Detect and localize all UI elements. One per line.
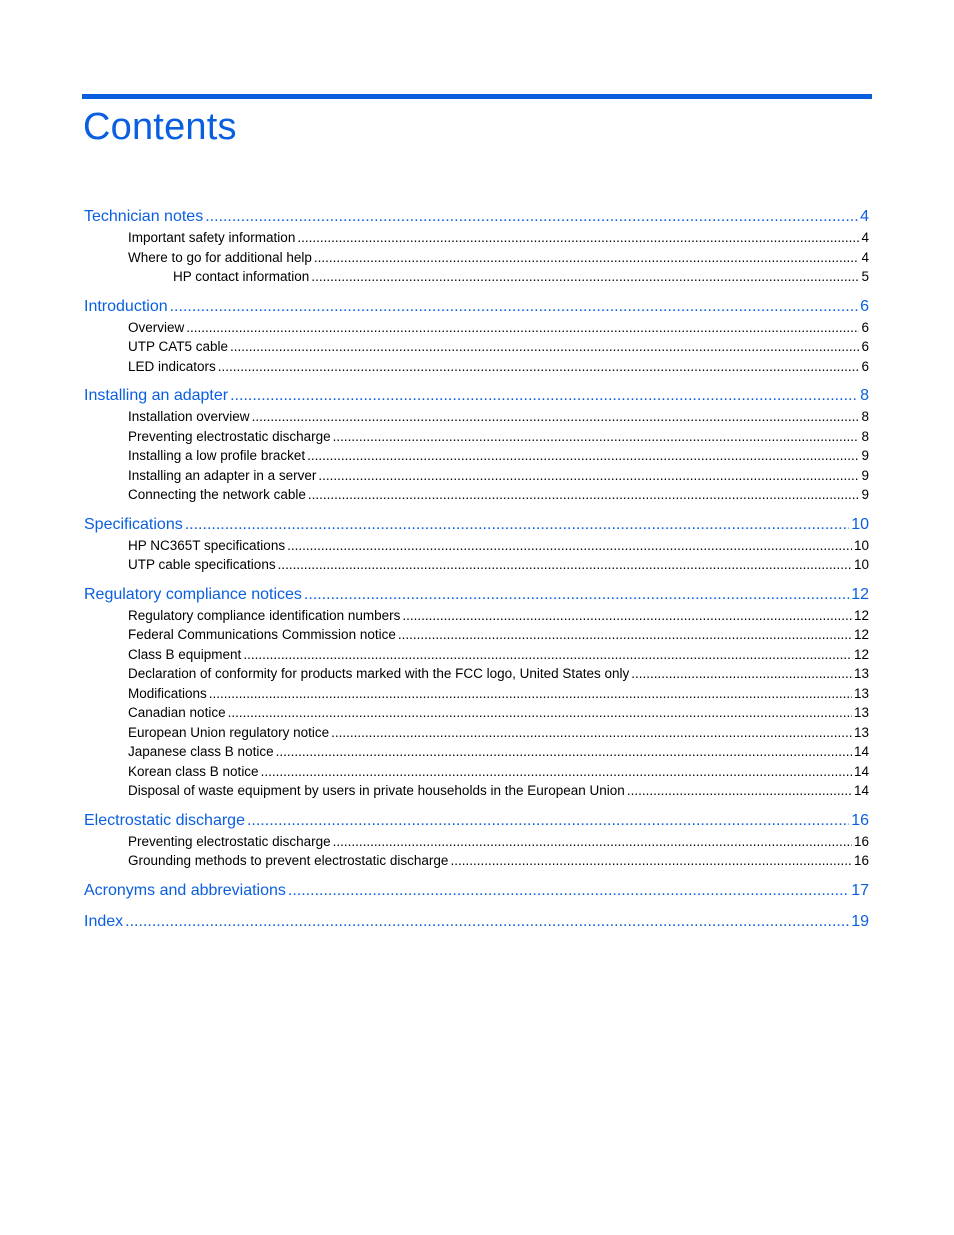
toc-entry-page: 9 (861, 467, 869, 483)
toc-section (84, 295, 869, 377)
toc-entry-title: Federal Communications Commission notice (128, 627, 396, 642)
toc-leader-dots (398, 625, 852, 645)
toc-entry-link[interactable] (84, 427, 869, 447)
toc-entry-link[interactable] (84, 723, 869, 743)
toc-entry-title: Disposal of waste equipment by users in private households in the European Union (128, 783, 625, 798)
toc-leader-dots (186, 318, 859, 338)
toc-leader-dots (311, 267, 859, 287)
toc-entry-page: 13 (853, 666, 869, 681)
toc-leader-dots (288, 879, 849, 902)
title-rule (82, 94, 872, 99)
toc-entry-page: 14 (853, 783, 869, 798)
table-of-contents (84, 205, 869, 941)
toc-entry-title: Japanese class B notice (128, 744, 274, 759)
toc-entry-link[interactable] (84, 318, 869, 338)
toc-leader-dots (185, 513, 849, 536)
toc-chapter-title: Index (84, 912, 124, 930)
toc-leader-dots (333, 427, 860, 447)
toc-chapter-link[interactable] (84, 205, 869, 228)
toc-entry-page: 6 (861, 319, 869, 335)
toc-leader-dots (276, 742, 852, 762)
toc-section (84, 384, 869, 505)
toc-entry-title: Where to go for additional help (128, 249, 312, 265)
toc-chapter-link[interactable] (84, 513, 869, 536)
toc-leader-dots (304, 583, 849, 606)
toc-entry-title: Declaration of conformity for products marked with the FCC logo, United States only (128, 666, 630, 681)
toc-leader-dots (252, 407, 860, 427)
toc-entry-link[interactable] (84, 267, 869, 287)
toc-leader-dots (333, 832, 852, 852)
toc-entry-title: Connecting the network cable (128, 487, 306, 502)
toc-entry-page: 6 (861, 358, 869, 374)
toc-section (84, 513, 869, 575)
toc-entry-page: 14 (853, 744, 869, 759)
toc-chapter-title: Regulatory compliance notices (84, 585, 302, 603)
toc-entry-page: 5 (861, 269, 869, 284)
toc-entry-page: 10 (853, 537, 869, 553)
toc-entry-page: 8 (861, 428, 869, 444)
toc-chapter-link[interactable] (84, 583, 869, 606)
toc-entry-title: European Union regulatory notice (128, 724, 330, 740)
toc-section (84, 583, 869, 801)
toc-entry-page: 13 (853, 685, 869, 701)
toc-entry-title: Installing a low profile bracket (128, 448, 306, 463)
toc-entry-link[interactable] (84, 851, 869, 871)
toc-leader-dots (627, 781, 852, 801)
toc-leader-dots (230, 337, 859, 357)
toc-section (84, 205, 869, 287)
toc-chapter-link[interactable] (84, 295, 869, 318)
toc-leader-dots (247, 809, 849, 832)
toc-chapter-page: 12 (851, 585, 869, 603)
toc-entry-link[interactable] (84, 357, 869, 377)
toc-entry-page: 12 (853, 607, 869, 623)
toc-entry-link[interactable] (84, 485, 869, 505)
toc-entry-title: HP NC365T specifications (128, 537, 286, 553)
toc-chapter-title: Technician notes (84, 208, 204, 225)
toc-section (84, 809, 869, 871)
toc-entry-link[interactable] (84, 762, 869, 782)
toc-chapter-title: Specifications (84, 515, 183, 533)
toc-chapter-title: Electrostatic discharge (84, 811, 245, 829)
toc-entry-page: 16 (853, 853, 869, 868)
toc-entry-page: 8 (861, 409, 869, 424)
toc-leader-dots (278, 555, 852, 575)
toc-entry-title: Overview (128, 319, 185, 335)
toc-chapter-link[interactable] (84, 384, 869, 407)
toc-entry-link[interactable] (84, 337, 869, 357)
toc-entry-title: Preventing electrostatic discharge (128, 428, 331, 444)
toc-leader-dots (261, 762, 852, 782)
toc-entry-title: LED indicators (128, 358, 216, 374)
toc-entry-page: 13 (853, 724, 869, 740)
toc-chapter-title: Installing an adapter (84, 387, 229, 404)
toc-section (84, 879, 869, 902)
page-title: Contents (83, 106, 237, 148)
toc-entry-link[interactable] (84, 832, 869, 852)
toc-leader-dots (228, 703, 852, 723)
toc-leader-dots (450, 851, 852, 871)
toc-chapter-page: 4 (860, 208, 869, 225)
toc-leader-dots (308, 485, 860, 505)
toc-entry-link[interactable] (84, 555, 869, 575)
toc-entry-title: Installing an adapter in a server (128, 467, 317, 483)
toc-entry-title: HP contact information (173, 269, 310, 284)
toc-entry-page: 4 (861, 230, 869, 245)
toc-entry-link[interactable] (84, 606, 869, 626)
toc-entry-link[interactable] (84, 684, 869, 704)
toc-entry-link[interactable] (84, 248, 869, 268)
toc-leader-dots (318, 466, 859, 486)
toc-entry-page: 9 (861, 487, 869, 502)
toc-entry-title: Grounding methods to prevent electrostatic discharge (128, 853, 449, 868)
toc-entry-link[interactable] (84, 664, 869, 684)
toc-entry-title: Installation overview (128, 409, 250, 424)
toc-entry-page: 12 (853, 646, 869, 662)
toc-entry-link[interactable] (84, 466, 869, 486)
toc-entry-link[interactable] (84, 407, 869, 427)
toc-section (84, 910, 869, 933)
toc-entry-title: Class B equipment (128, 646, 242, 662)
toc-entry-page: 16 (853, 833, 869, 849)
toc-leader-dots (205, 205, 858, 228)
toc-chapter-page: 8 (860, 387, 869, 404)
toc-entry-page: 10 (853, 557, 869, 572)
toc-entry-link[interactable] (84, 781, 869, 801)
toc-entry-title: Regulatory compliance identification numbers (128, 607, 401, 623)
toc-entry-title: Modifications (128, 685, 207, 701)
toc-entry-title: Canadian notice (128, 705, 226, 720)
toc-entry-title: Important safety information (128, 230, 296, 245)
toc-entry-title: UTP cable specifications (128, 557, 276, 572)
toc-entry-title: UTP CAT5 cable (128, 339, 229, 354)
toc-chapter-page: 16 (851, 811, 869, 829)
toc-chapter-link[interactable] (84, 910, 869, 933)
toc-entry-title: Preventing electrostatic discharge (128, 833, 331, 849)
toc-leader-dots (307, 446, 859, 466)
toc-leader-dots (125, 910, 849, 933)
toc-chapter-page: 19 (851, 912, 869, 930)
toc-chapter-link[interactable] (84, 809, 869, 832)
toc-leader-dots (314, 248, 860, 268)
toc-entry-title: Korean class B notice (128, 763, 259, 779)
toc-leader-dots (287, 536, 852, 556)
toc-entry-link[interactable] (84, 645, 869, 665)
toc-chapter-title: Introduction (84, 297, 168, 315)
toc-leader-dots (331, 723, 852, 743)
toc-leader-dots (402, 606, 852, 626)
toc-chapter-title: Acronyms and abbreviations (84, 881, 286, 899)
toc-entry-page: 6 (861, 339, 869, 354)
toc-leader-dots (631, 664, 852, 684)
toc-entry-link[interactable] (84, 536, 869, 556)
toc-leader-dots (243, 645, 852, 665)
toc-entry-page: 12 (853, 627, 869, 642)
toc-chapter-link[interactable] (84, 879, 869, 902)
toc-entry-link[interactable] (84, 446, 869, 466)
toc-leader-dots (297, 228, 859, 248)
toc-chapter-page: 6 (860, 297, 869, 315)
toc-leader-dots (170, 295, 858, 318)
toc-entry-page: 4 (861, 249, 869, 265)
toc-chapter-page: 10 (851, 515, 869, 533)
toc-entry-link[interactable] (84, 703, 869, 723)
toc-leader-dots (230, 384, 858, 407)
toc-entry-page: 13 (853, 705, 869, 720)
toc-entry-link[interactable] (84, 742, 869, 762)
toc-leader-dots (218, 357, 860, 377)
toc-entry-link[interactable] (84, 625, 869, 645)
toc-entry-page: 9 (861, 448, 869, 463)
toc-leader-dots (209, 684, 852, 704)
toc-chapter-page: 17 (851, 881, 869, 899)
toc-entry-link[interactable] (84, 228, 869, 248)
toc-entry-page: 14 (853, 763, 869, 779)
